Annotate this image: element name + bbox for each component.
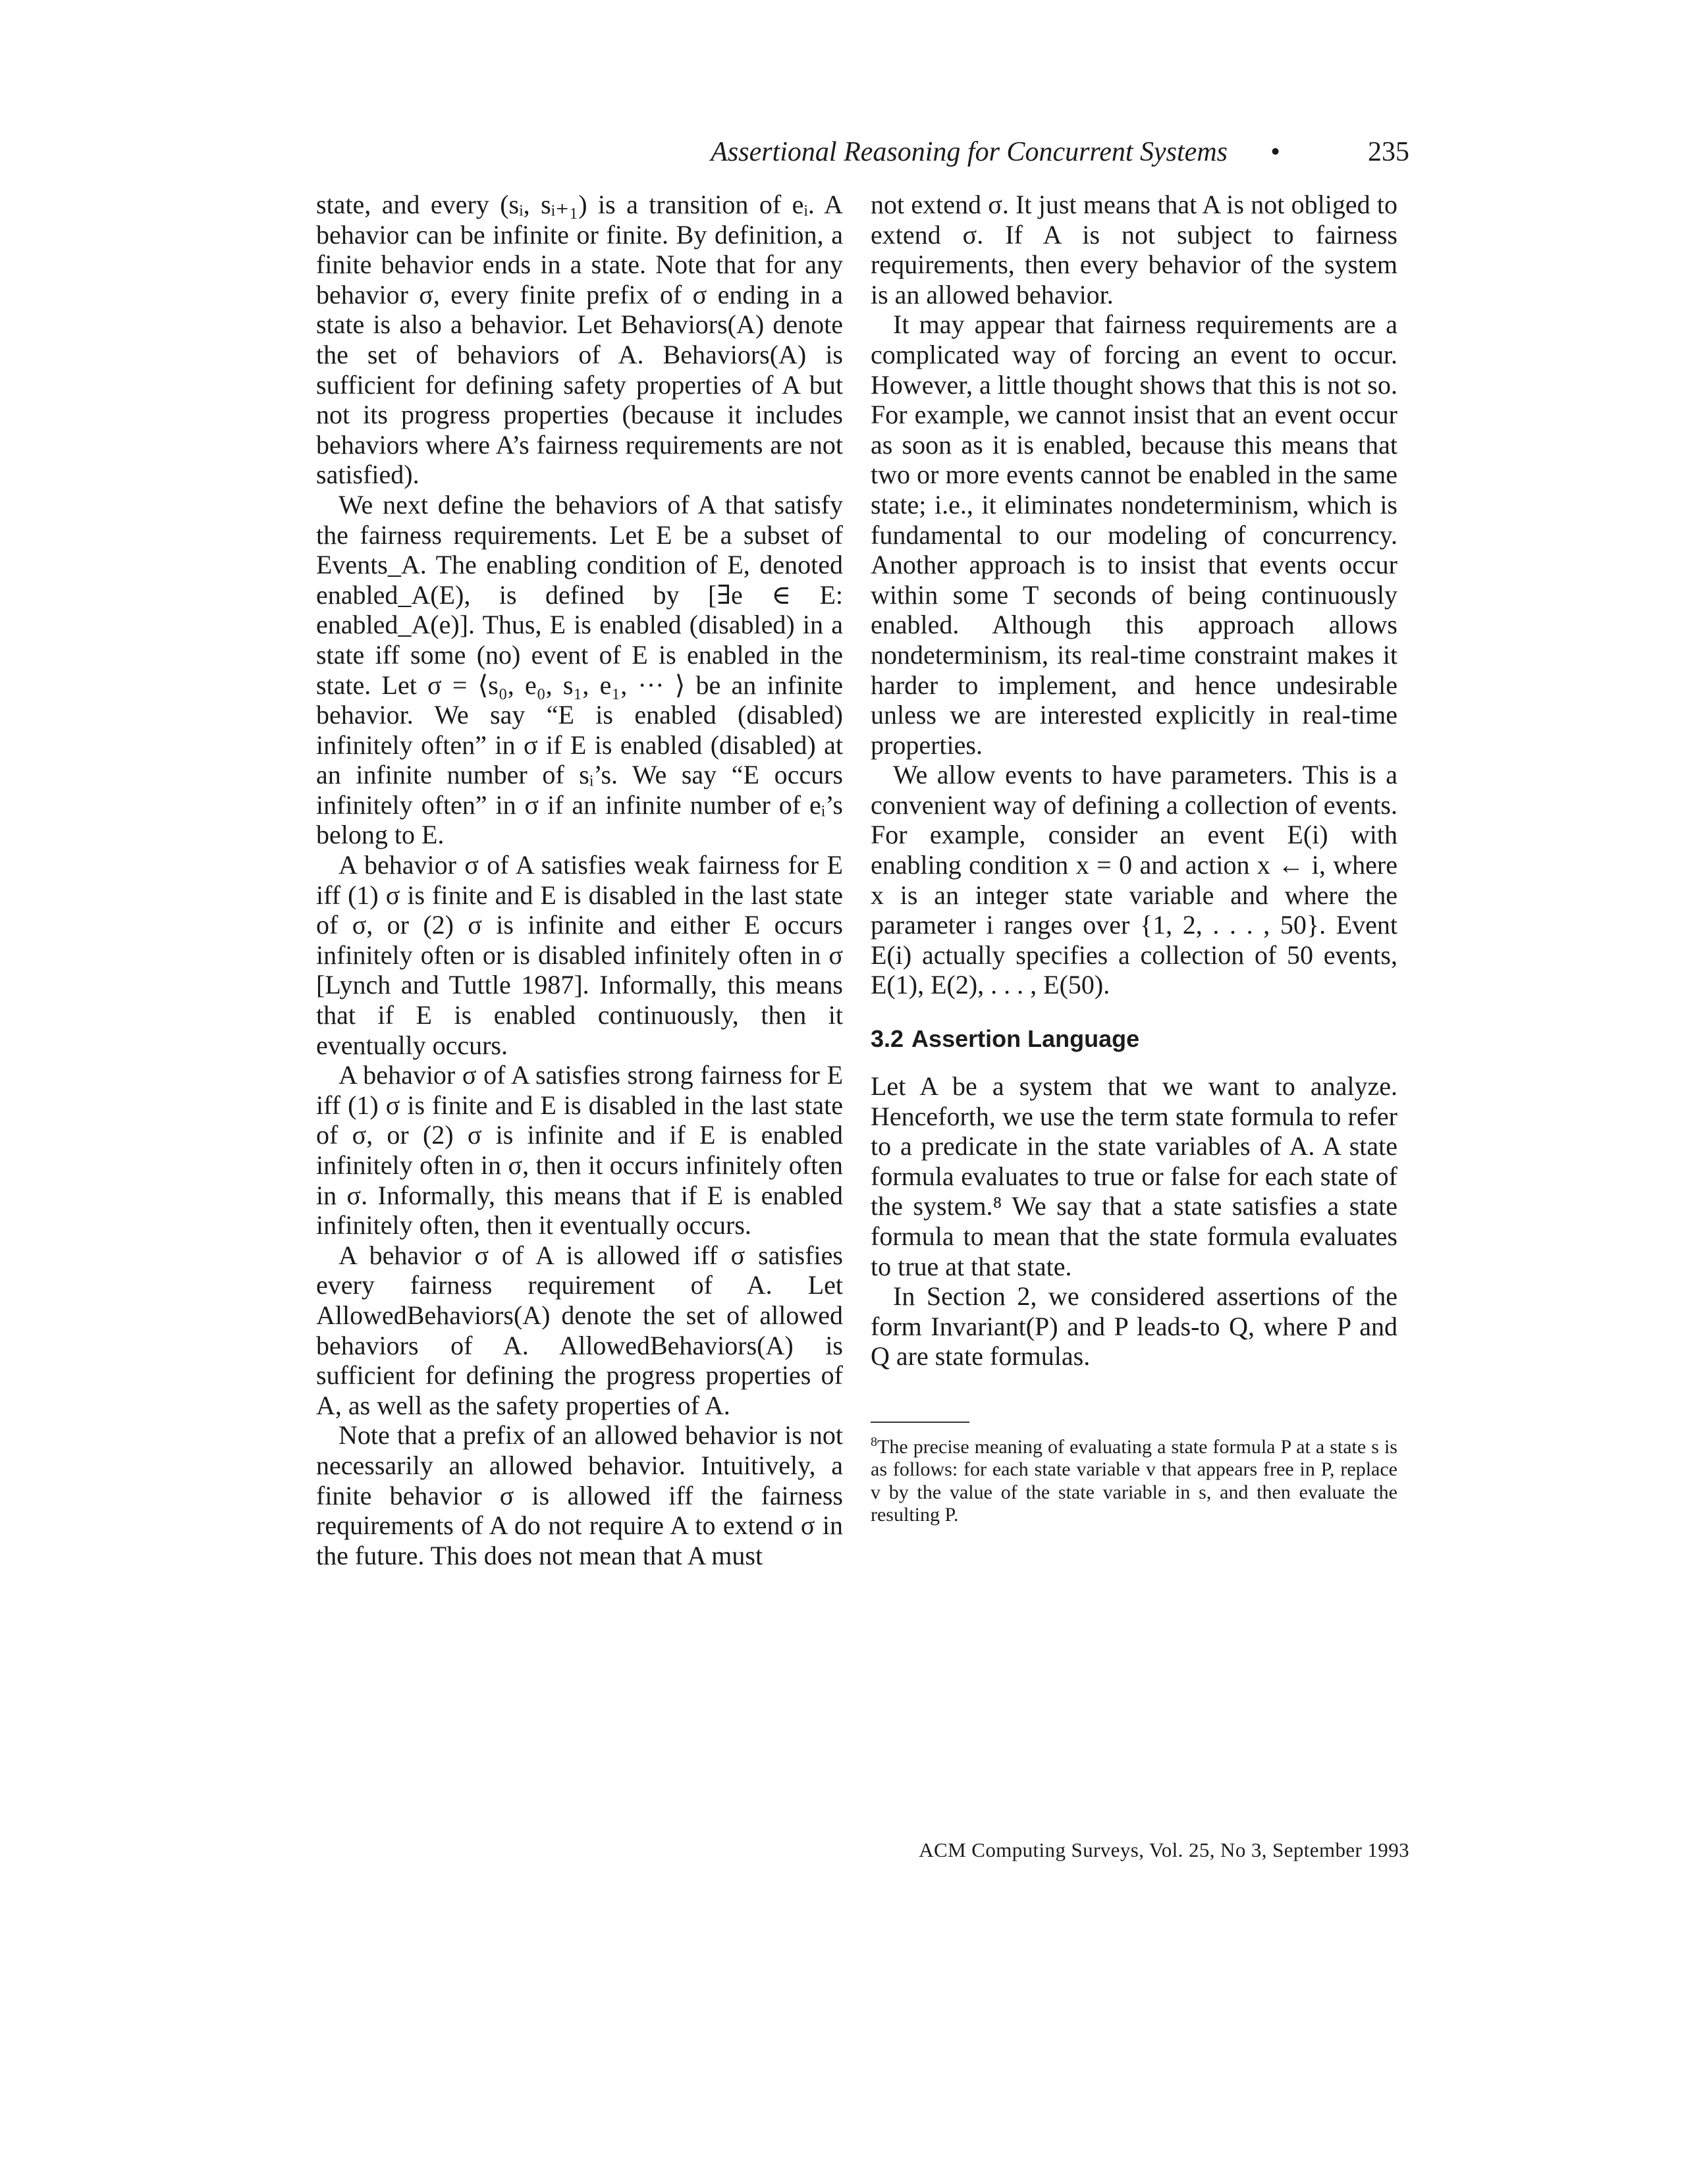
page-number: 235 [1368, 137, 1409, 167]
running-head: Assertional Reasoning for Concurrent Systems [711, 137, 1228, 167]
paragraph-parameters: We allow events to have parameters. This is a convenient way of defining a collection of events. For example, consider an event E(i) with enabling condition x = 0 and action x ← i, where x is an integer state variable and where the parameter i ranges over {1, 2, . . . , 50}. Event E(i) actually specifies a collection of 50 events, E(1), E(2), . . . , E(50). [871, 760, 1397, 1000]
paragraph-forcing-events: It may appear that fairness requirements are a complicated way of forcing an event to occur. However, a little thought shows that this is not so. For example, we cannot insist that an event occur as soon as it is enabled, because this means that two or more events cannot be enabled in the same state; i.e., it eliminates nondeterminism, which is fundamental to our modeling of concurrency. Another approach is to insist that events occur within some T seconds of being continuously enabled. Although this approach allows nondeterminism, its real-time constraint makes it harder to implement, and hence undesirable unless we are interested explicitly in real-time properties. [871, 309, 1397, 760]
page-header [316, 129, 1409, 175]
section-title: Assertion Language [911, 1025, 1140, 1053]
paragraph-assertions: In Section 2, we considered assertions of the form Invariant(P) and P leads-to Q, where P and Q are state formulas. [871, 1281, 1397, 1372]
header-separator-dot: • [1270, 137, 1280, 167]
section-heading [871, 1024, 1397, 1054]
paragraph-strong-fairness: A behavior σ of A satisfies strong fairness for E iff (1) σ is finite and E is disabled in the last state of σ, or (2) σ is infinite and if E is enabled infinitely often in σ, then it occurs infinitely often in σ. Informally, this means that if E is enabled infinitely often, then it eventually occurs. [316, 1060, 843, 1240]
paragraph-not-obliged: not extend σ. It just means that A is not obliged to extend σ. If A is not subject to fairness requirements, then every behavior of the system is an allowed behavior. [871, 190, 1397, 309]
paragraph-prefix-note: Note that a prefix of an allowed behavior is not necessarily an allowed behavior. Intuitively, a finite behavior σ is allowed iff the fairness requirements of A do not require A to extend σ in the future. This does not mean that A must [316, 1420, 843, 1570]
footnote-text: The precise meaning of evaluating a state formula P at a state s is as follows: for each state variable v that appears free in P, replace v by the value of the state variable in s, and then evaluate the resulting P. [871, 1435, 1397, 1526]
paragraph-state-formula: Let A be a system that we want to analyze. Henceforth, we use the term state formula to refer to a predicate in the state variables of A. A state formula evaluates to true or false for each state of the system.⁸ We say that a state satisfies a state formula to mean that the state formula evaluates to true at that state. [871, 1071, 1397, 1281]
paragraph-weak-fairness: A behavior σ of A satisfies weak fairness for E iff (1) σ is finite and E is disabled in the last state of σ, or (2) σ is infinite and either E occurs infinitely often or is disabled infinitely often in σ [Lynch and Tuttle 1987]. Informally, this means that if E is enabled continuously, then it eventually occurs. [316, 850, 843, 1060]
paragraph-fairness-requirements: We next define the behaviors of A that satisfy the fairness requirements. Let E be a subset of Events_A. The enabling condition of E, denoted enabled_A(E), is defined by [∃e ∈ E: enabled_A(e)]. Thus, E is enabled (disabled) in a state iff some (no) event of E is enabled in the state. Let σ = ⟨s₀, e₀, s₁, e₁, ··· ⟩ be an infinite behavior. We say “E is enabled (disabled) infinitely often” in σ if E is enabled (disabled) at an infinite number of sᵢ’s. We say “E occurs infinitely often” in σ if an infinite number of eᵢ’s belong to E. [316, 489, 843, 850]
footnote-divider [871, 1422, 969, 1423]
left-column [316, 190, 843, 1570]
footnote [871, 1436, 1397, 1527]
paragraph-behaviors-definition: state, and every (sᵢ, sᵢ₊₁) is a transition of eᵢ. A behavior can be infinite or finite. By definition, a finite behavior ends in a state. Note that for any behavior σ, every finite prefix of σ ending in a state is also a behavior. Let Behaviors(A) denote the set of behaviors of A. Behaviors(A) is sufficient for defining safety properties of A but not its progress properties (because it includes behaviors where A’s fairness requirements are not satisfied). [316, 190, 843, 490]
footnote-mark: 8 [871, 1434, 877, 1449]
right-column [871, 190, 1397, 1527]
journal-citation-footer: ACM Computing Surveys, Vol. 25, No 3, September 1993 [919, 1838, 1409, 1861]
paragraph-allowed-behavior: A behavior σ of A is allowed iff σ satisfies every fairness requirement of A. Let AllowedBehaviors(A) denote the set of allowed behaviors of A. AllowedBehaviors(A) is sufficient for defining the progress properties of A, as well as the safety properties of A. [316, 1240, 843, 1420]
section-number: 3.2 [871, 1025, 904, 1053]
